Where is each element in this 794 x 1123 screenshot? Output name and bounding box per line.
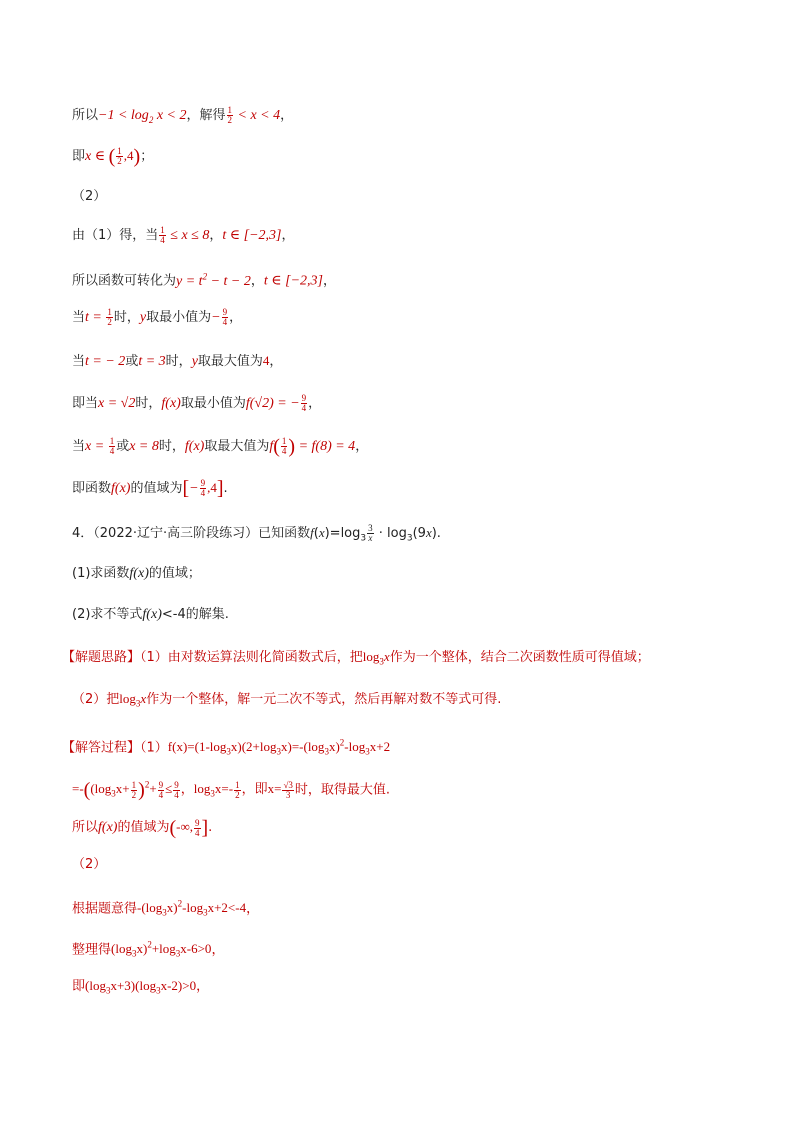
line-3 xyxy=(72,188,106,206)
text: 所以函数可转化为 xyxy=(72,273,177,289)
math-expr: t ∈ [−2,3] xyxy=(222,228,282,243)
line-1 xyxy=(72,106,293,129)
line-20: 根据题意得$-(\log_3x)^2-\log_3x+2<-4$， xyxy=(72,899,260,918)
fraction: $\frac{9}{4}$ xyxy=(158,779,164,800)
fraction: $\frac{3}{x}$ xyxy=(368,523,373,543)
part-label: （2） xyxy=(72,857,107,872)
math-sub: 2 xyxy=(148,114,154,125)
text: 4．（2022·辽宁·高三阶段练习）已知函数 xyxy=(72,526,311,541)
math-expr: f(x) xyxy=(111,481,131,496)
problem-4-statement: 4．（2022·辽宁·高三阶段练习）已知函数$f(x)=\log_3$ $\frac{3}{x}$ · $\log_3(9x)$. xyxy=(72,523,441,544)
math-expr: x = 8 xyxy=(129,439,159,454)
math-expr: < x < 4 xyxy=(234,108,281,123)
fraction: $\frac{1}{4}$ xyxy=(160,225,165,245)
fraction: $\frac{1}{2}$ xyxy=(131,779,137,800)
math-expr: ,4 xyxy=(123,148,134,163)
section-label: 【解答过程】 xyxy=(62,740,141,756)
math-expr: = f(8) = 4 xyxy=(295,439,356,454)
line-7: 当t = − 2或t = 3时，y取最大值为4， xyxy=(72,353,283,369)
line-10: 即函数f(x)的值域为[− $\frac{9}{4}$ ,4]. xyxy=(72,477,228,500)
text: ； xyxy=(140,149,154,164)
fraction: $\frac{√3}{3}$ xyxy=(283,779,293,800)
text: ，解得 xyxy=(186,108,226,123)
math-expr: x ∈ xyxy=(85,149,109,164)
fraction: $\frac{9}{4}$ xyxy=(174,779,179,800)
math-expr: f(x) xyxy=(161,396,181,411)
math-expr: t = − 2 xyxy=(85,354,126,369)
math-expr: x < 2 xyxy=(153,108,187,123)
section-label: 【解题思路】 xyxy=(62,650,141,665)
fraction: $\frac{9}{4}$ xyxy=(222,307,228,327)
math-expr: x = √2 xyxy=(98,396,136,411)
text: ， xyxy=(280,108,294,123)
fraction: $\frac{9}{4}$ xyxy=(200,478,206,498)
math-expr: f(√2) = − xyxy=(245,396,300,411)
fraction: $\frac{1}{2}$ xyxy=(117,146,122,166)
line-22: 即$(\log_3x+3)(\log_3x-2)>0$， xyxy=(72,978,210,996)
math-expr: −1 < log xyxy=(98,108,149,123)
line-21: 整理得$(\log_3x)^2+\log_3x-6>0$， xyxy=(72,940,225,959)
line-2: 即x ∈ ( $\frac{1}{2}$ ,4)； xyxy=(72,145,154,168)
solution-approach-2: （2）把$\log_3x$作为一个整体，解一元二次不等式，然后再解对数不等式可得. xyxy=(72,691,502,709)
fraction: $\frac{1}{4}$ xyxy=(109,436,115,456)
text: 即 xyxy=(72,149,86,164)
line-19 xyxy=(72,856,106,874)
part-label: （2） xyxy=(72,189,107,204)
math-expr: f(x) xyxy=(184,439,205,454)
text: 所以 xyxy=(72,108,99,123)
solution-process-3: 所以f(x)的值域为(-∞, $\frac{9}{4}$ ]. xyxy=(72,817,213,840)
fraction: $\frac{1}{2}$ xyxy=(107,307,112,327)
line-6: 当t = $\frac{1}{2}$ 时，y取最小值为− $\frac{9}{4}$ ， xyxy=(72,307,243,327)
math-expr: t = 3 xyxy=(138,354,166,369)
math-expr: t ∈ [−2,3] xyxy=(263,273,323,289)
line-8: 即当x = √2时，f(x)取最小值为f(√2) = − $\frac{9}{4}$ ， xyxy=(72,393,322,413)
fraction: $\frac{9}{4}$ xyxy=(301,393,307,413)
fraction: $\frac{1}{4}$ xyxy=(281,436,287,456)
solution-approach-1: 【解题思路】（1）由对数运算法则化简函数式后，把$\log_3x$作为一个整体，结合二次函数性质可得值域； xyxy=(62,649,650,667)
solution-process-2: $=-((\log_3x+$ $\frac{1}{2}$ )$^2$+ $\frac{9}{4}$ ≤ $\frac{9}{4}$ ，$\log_3x=-$ $\frac{1}{2}$ ，即x= $\frac{√3}{3}$ 时，取得最大值. xyxy=(72,779,391,802)
line-5: 所以函数可转化为$y = t^2 - t - 2$，t ∈ [−2,3]， xyxy=(72,271,337,289)
line-4: 由（1）得，当 $\frac{1}{4}$ ≤ x ≤ 8，t ∈ [−2,3]， xyxy=(72,225,295,245)
question-1: (1)求函数f(x)的值域； xyxy=(72,566,201,581)
fraction: $\frac{9}{4}$ xyxy=(195,817,200,838)
fraction: $\frac{1}{2}$ xyxy=(227,105,232,125)
math-expr: ≤ x ≤ 8 xyxy=(166,228,210,243)
text: 由（1）得，当 xyxy=(72,228,159,243)
math-expr: x = xyxy=(85,439,108,454)
math-expr: t = xyxy=(85,310,106,325)
question-2: (2)求不等式f(x)<-4的解集. xyxy=(72,607,229,622)
fraction: $\frac{1}{2}$ xyxy=(235,779,240,800)
line-9: 当x = $\frac{1}{4}$ 或x = 8时，f(x)取最大值为f( $\frac{1}{4}$ ) = f(8) = 4， xyxy=(72,435,369,458)
solution-process-1: 【解答过程】$(1)f(x)=(1-\log_3x)(2+\log_3x)=-(\log_3x)^2-\log_3x+2$ xyxy=(62,738,391,757)
